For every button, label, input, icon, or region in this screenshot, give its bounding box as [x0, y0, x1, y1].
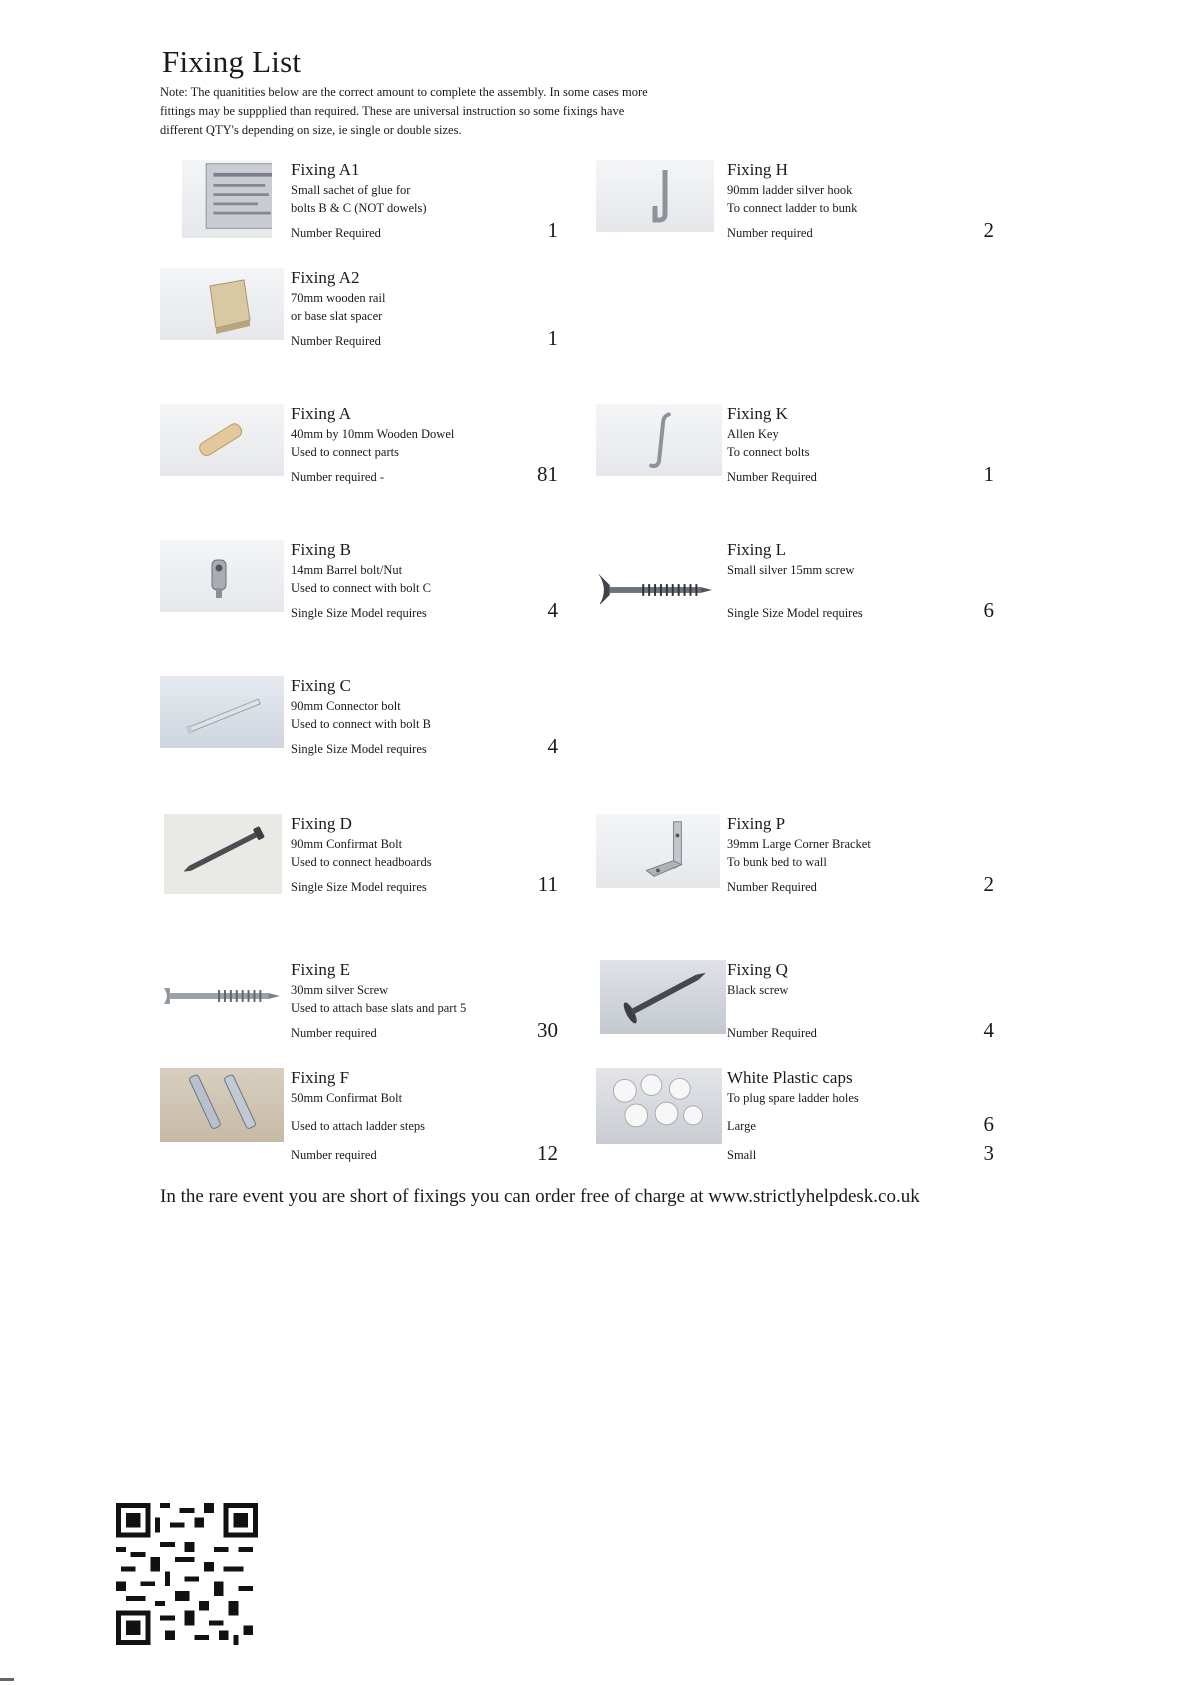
fixing-a2: Fixing A2 70mm wooden rail or base slat spacer Number Required 1	[160, 268, 560, 373]
qr-code-icon	[116, 1503, 258, 1645]
quantity: 3	[983, 1141, 994, 1165]
quantity: 6	[983, 1112, 994, 1136]
fixing-b: Fixing B 14mm Barrel bolt/Nut Used to connect with bolt C Single Size Model requires 4	[160, 540, 560, 645]
quantity: 2	[983, 872, 994, 896]
quantity: 4	[547, 734, 558, 758]
glue-sachet-icon	[182, 160, 272, 238]
fixing-k: Fixing K Allen Key To connect bolts Number Required 1	[596, 404, 996, 509]
small-screw-icon	[596, 554, 722, 604]
ladder-hook-icon	[596, 160, 714, 232]
silver-screw-icon	[160, 960, 286, 1032]
note-text: Note: The quanitities below are the correct amount to complete the assembly. In some cases more fittings may be suppplied than required. These are universal instruction so some fixings have different QTY's depending on size, ie single or double sizes.	[160, 85, 648, 137]
fixing-d: Fixing D 90mm Confirmat Bolt Used to connect headboards Single Size Model requires 11	[160, 814, 560, 919]
quantity: 30	[537, 1018, 558, 1042]
fixing-h: Fixing H 90mm ladder silver hook To connect ladder to bunk Number required 2	[596, 160, 996, 265]
quantity: 81	[537, 462, 558, 486]
footer-note: In the rare event you are short of fixings you can order free of charge at www.strictlyhelpdesk.co.uk	[160, 1186, 920, 1207]
black-screw-icon	[600, 960, 726, 1034]
quantity: 12	[537, 1141, 558, 1165]
wooden-dowel-icon	[160, 404, 284, 476]
quantity: 1	[547, 326, 558, 350]
confirmat-bolt-icon	[164, 814, 282, 894]
plastic-caps-icon	[596, 1068, 722, 1144]
fixing-e: Fixing E 30mm silver Screw Used to attach base slats and part 5 Number required 30	[160, 960, 560, 1065]
fixing-q: Fixing Q Black screw Number Required 4	[596, 960, 996, 1065]
fixing-a: Fixing A 40mm by 10mm Wooden Dowel Used to connect parts Number required - 81	[160, 404, 560, 509]
fixing-a1: Fixing A1 Small sachet of glue for bolts B & C (NOT dowels) Number Required 1	[160, 160, 560, 265]
corner-bracket-icon	[596, 814, 720, 888]
fixing-l: Fixing L Small silver 15mm screw Single Size Model requires 6	[596, 540, 996, 645]
page-title: Fixing List	[162, 44, 302, 79]
quantity: 11	[537, 872, 558, 896]
fixing-p: Fixing P 39mm Large Corner Bracket To bunk bed to wall Number Required 2	[596, 814, 996, 919]
connector-bolt-icon	[160, 676, 284, 748]
wooden-spacer-icon	[160, 268, 284, 340]
white-plastic-caps: White Plastic caps To plug spare ladder holes Large 6 Small 3	[596, 1068, 996, 1173]
fixing-f: Fixing F 50mm Confirmat Bolt Used to attach ladder steps Number required 12	[160, 1068, 560, 1173]
quantity: 1	[547, 218, 558, 242]
allen-key-icon	[596, 404, 722, 476]
quantity: 1	[983, 462, 994, 486]
barrel-nut-icon	[160, 540, 284, 612]
quantity: 2	[983, 218, 994, 242]
confirmat-bolts-pair-icon	[160, 1068, 284, 1142]
quantity: 4	[983, 1018, 994, 1042]
page-edge-mark	[0, 1678, 14, 1681]
fixing-c: Fixing C 90mm Connector bolt Used to connect with bolt B Single Size Model requires 4	[160, 676, 560, 781]
quantity: 4	[547, 598, 558, 622]
quantity: 6	[983, 598, 994, 622]
